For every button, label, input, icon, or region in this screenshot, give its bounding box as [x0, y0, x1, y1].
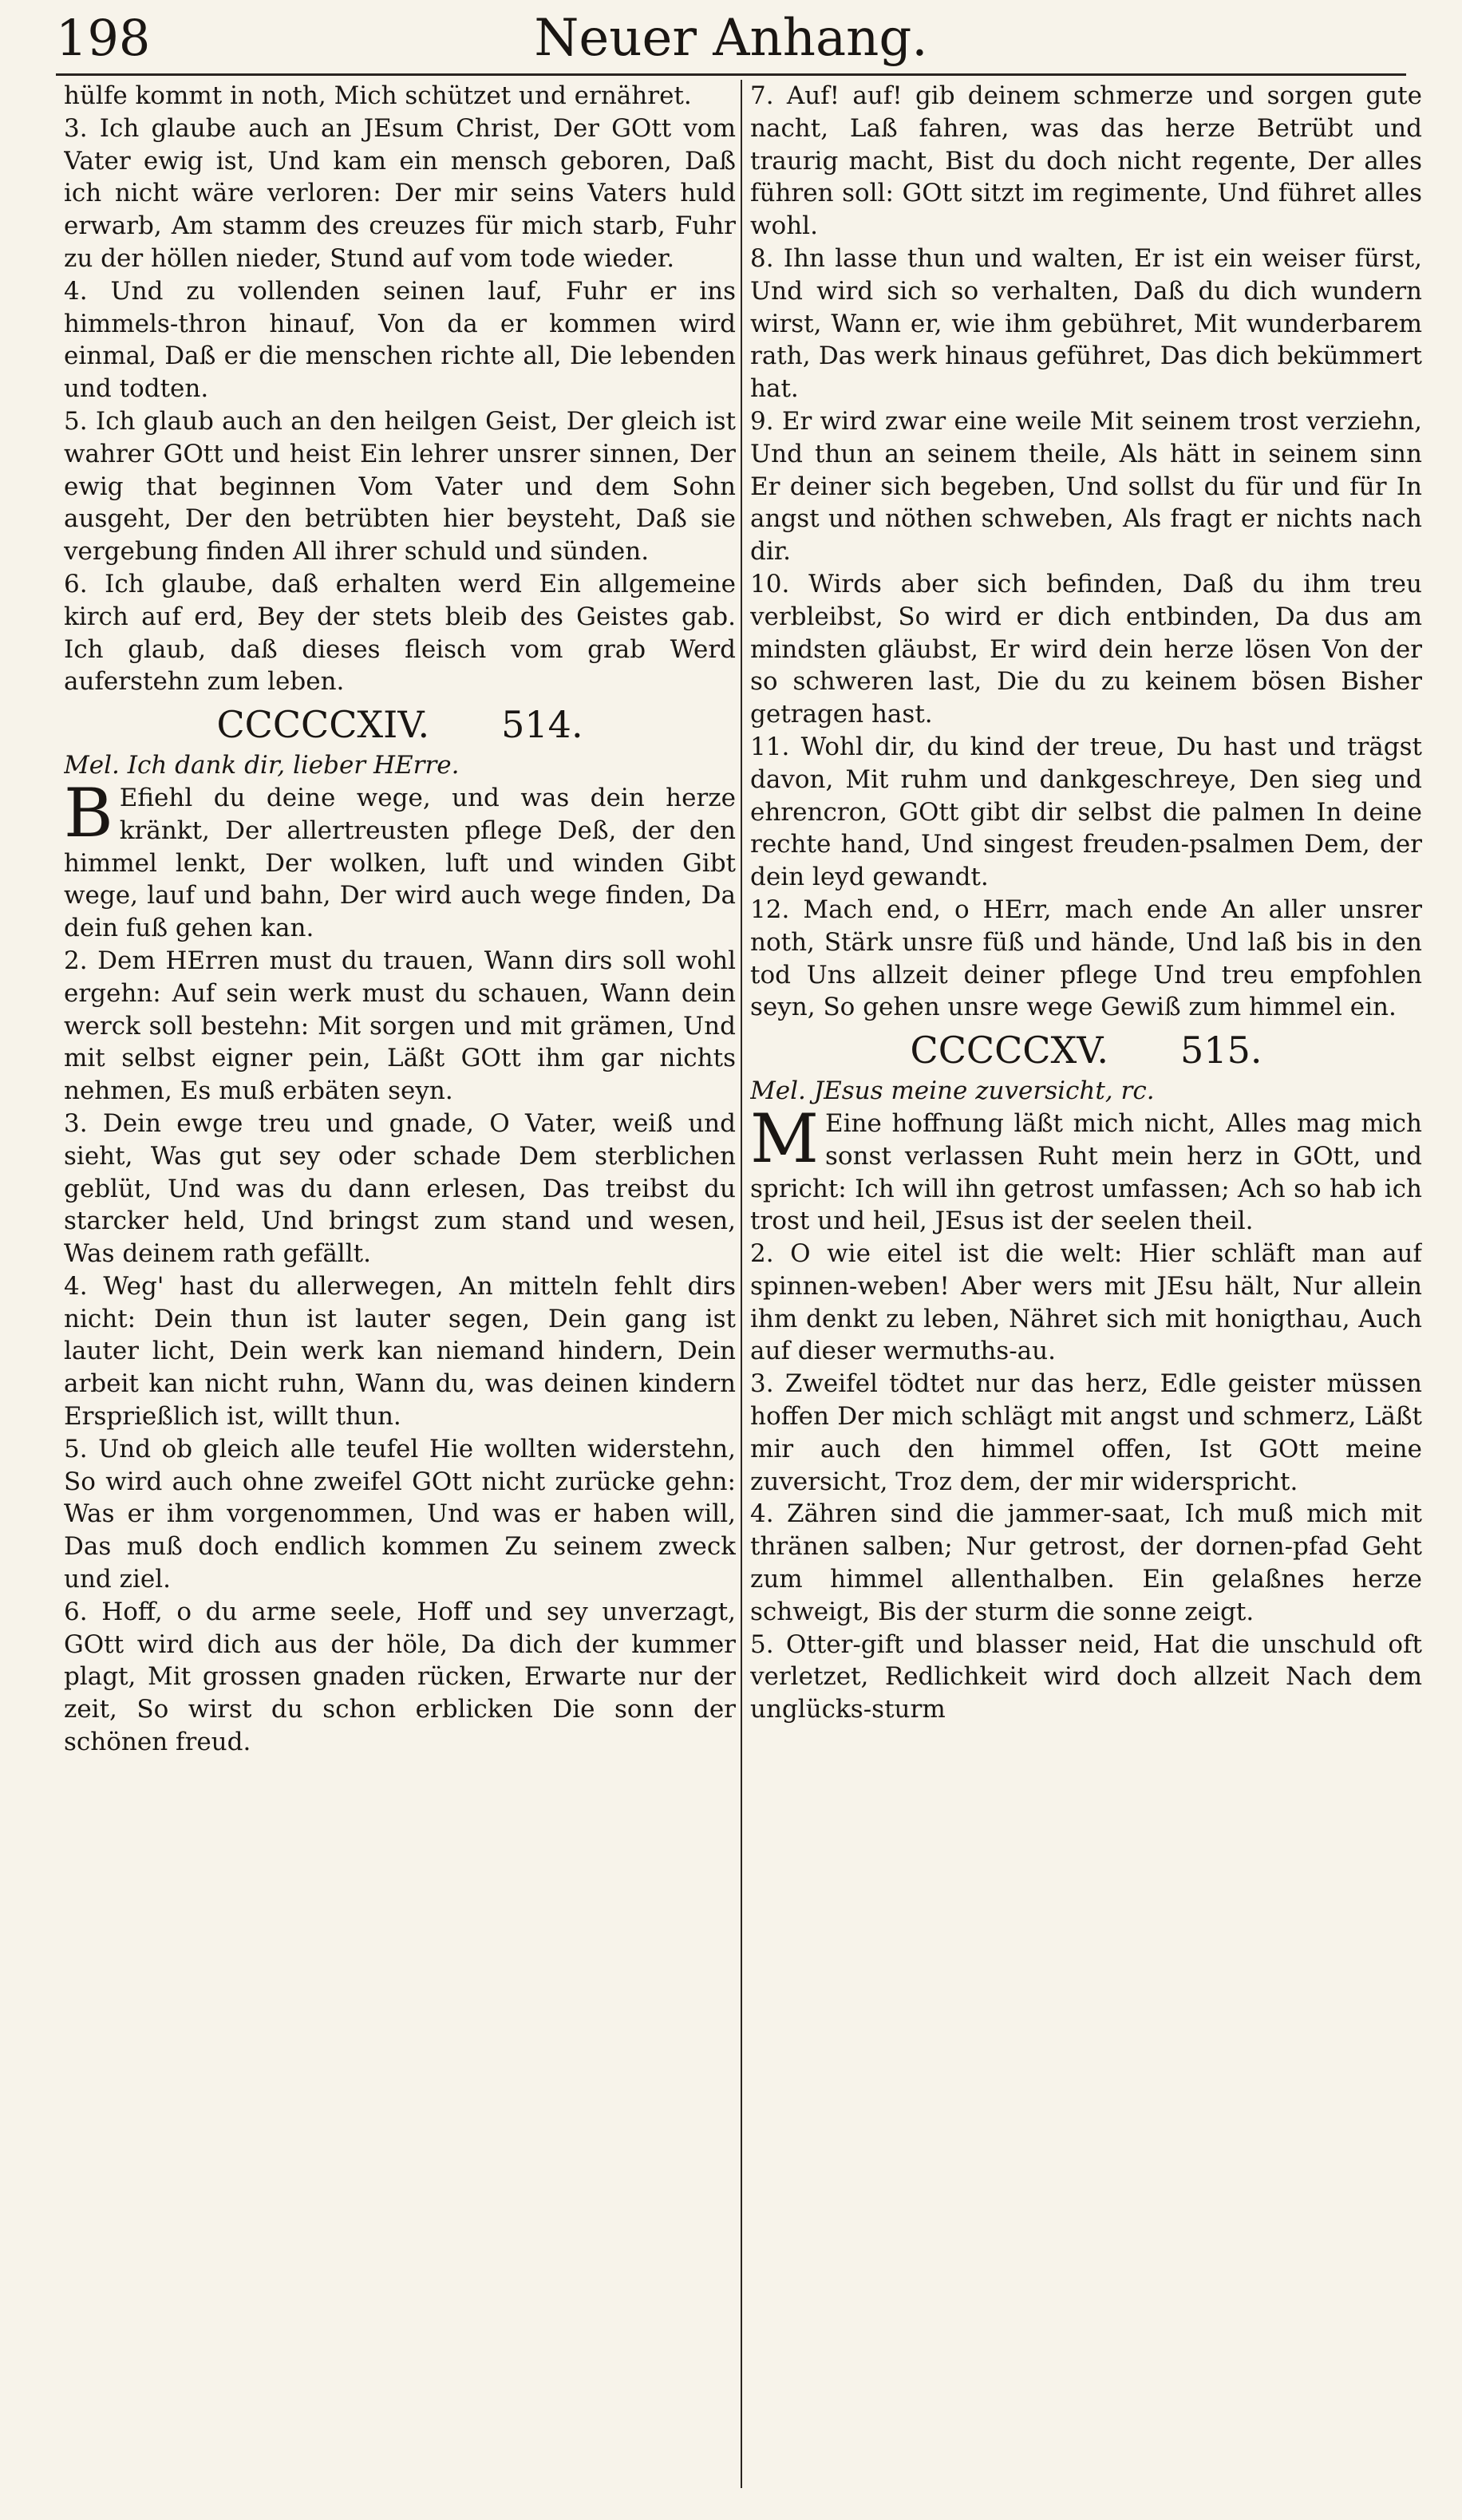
verse-text: Eine hoffnung läßt mich nicht, Alles mag mich sonst verlassen Ruht mein herz in GOtt, und spricht: Ich will ihn getrost umfassen; Ach so hab ich trost und heil, JEsus ist der seelen theil.: [750, 1108, 1422, 1236]
right-column: [750, 80, 1422, 2504]
hymn-number-roman: CCCCCXIV.: [216, 703, 430, 747]
hymn-heading-514: [64, 701, 736, 748]
verse: 3. Dein ewge treu und gnade, O Vater, weiß und sieht, Was gut sey oder schade Dem sterblichen geblüt, Und was du dann erlesen, Das treibst du starcker held, Und bringst zum stand und wesen, Was deinem rath gefällt.: [64, 1108, 736, 1269]
hymn-number-roman: CCCCCXV.: [910, 1029, 1109, 1072]
verse: 10. Wirds aber sich befinden, Daß du ihm treu verbleibst, So wird er dich entbinden, Da dus am mindsten gläubst, Er wird dein herze lösen Von der so schweren last, Die du zu keinem bösen Bisher getragen hast.: [750, 569, 1422, 729]
hymn-number: 514.: [501, 703, 583, 747]
verse: 12. Mach end, o HErr, mach ende An aller unsrer noth, Stärk unsre füß und hände, Und laß bis in den tod Uns allzeit deiner pflege Und treu empfohlen seyn, So gehen unsre wege Gewiß zum himmel ein.: [750, 895, 1422, 1022]
verse: 5. Und ob gleich alle teufel Hie wollten widerstehn, So wird auch ohne zweifel GOtt nicht zurücke gehn: Was er ihm vorgenommen, Und was er haben will, Das muß doch endlich kommen Zu seinem zweck und ziel.: [64, 1434, 736, 1594]
verse: 5. Ich glaub auch an den heilgen Geist, Der gleich ist wahrer GOtt und heist Ein lehrer unsrer sinnen, Der ewig that beginnen Vom Vater und dem Sohn ausgeht, Der den betrübten hier beysteht, Daß sie vergebung finden All ihrer schuld und sünden.: [64, 406, 736, 567]
verse: 7. Auf! auf! gib deinem schmerze und sorgen gute nacht, Laß fahren, was das herze Betrübt und traurig macht, Bist du doch nicht regente, Der alles führen soll: GOtt sitzt im regimente, Und führet alles wohl.: [750, 81, 1422, 241]
verse: 4. Weg' hast du allerwegen, An mitteln fehlt dirs nicht: Dein thun ist lauter segen, Dein gang ist lauter licht, Dein werk kan niemand hindern, Dein arbeit kan nicht ruhn, Wann du, was deinen kindern Ersprießlich ist, willt thun.: [64, 1271, 736, 1432]
column-divider: [741, 80, 742, 2488]
verse: [64, 773, 736, 945]
verse: 4. Und zu vollenden seinen lauf, Fuhr er ins himmels-thron hinauf, Von da er kommen wird einmal, Daß er die menschen richte all, Die lebenden und todten.: [64, 276, 736, 404]
verse: 5. Otter-gift und blasser neid, Hat die unschuld oft verletzet, Redlichkeit wird doch allzeit Nach dem unglücks-sturm: [750, 1629, 1422, 1724]
verse-text: Efiehl du deine wege, und was dein herze kränkt, Der allertreusten pflege Deß, der den himmel lenkt, Der wolken, luft und winden Gibt wege, lauf und bahn, Der wird auch wege finden, Da dein fuß gehen kan.: [64, 783, 736, 943]
header-rule: [56, 73, 1406, 76]
verse: 2. O wie eitel ist die welt: Hier schläft man auf spinnen-weben! Aber wers mit JEsu hält, Nur allein ihm denkt zu leben, Nähret sich mit honigthau, Auch auf dieser wermuths-au.: [750, 1239, 1422, 1366]
page-number: 198: [56, 9, 151, 67]
hymn-heading-515: [750, 1027, 1422, 1073]
running-title: Neuer Anhang.: [534, 9, 928, 68]
verse: 9. Er wird zwar eine weile Mit seinem trost verziehn, Und thun an seinem theile, Als hätt in seinem sinn Er deiner sich begeben, Und sollst du für und für In angst und nöthen schweben, Als fragt er nichts nach dir.: [750, 406, 1422, 567]
verse: 2. Dem HErren must du trauen, Wann dirs soll wohl ergehn: Auf sein werk must du schauen, Wann dein werck soll bestehn: Mit sorgen und mit grämen, Und mit selbst eigner pein, Läßt GOtt ihm gar nichts nehmen, Es muß erbäten seyn.: [64, 946, 736, 1106]
hymn-number: 515.: [1180, 1029, 1262, 1072]
verse: 6. Hoff, o du arme seele, Hoff und sey unverzagt, GOtt wird dich aus der höle, Da dich der kummer plagt, Mit grossen gnaden rücken, Erwarte nur der zeit, So wirst du schon erblicken Die sonn der schönen freud.: [64, 1597, 736, 1757]
verse: 6. Ich glaube, daß erhalten werd Ein allgemeine kirch auf erd, Bey der stets bleib des Geistes gab. Ich glaub, daß dieses fleisch vom grab Werd auferstehn zum leben.: [64, 569, 736, 697]
verse: [750, 1099, 1422, 1238]
verse: 4. Zähren sind die jammer-saat, Ich muß mich mit thränen salben; Nur getrost, der dornen-pfad Geht zum himmel allenthalben. Ein gelaßnes herze schweigt, Bis der sturm die sonne zeigt.: [750, 1499, 1422, 1626]
verse: 3. Zweifel tödtet nur das herz, Edle geister müssen hoffen Der mich schlägt mit angst und schmerz, Läßt mir auch den himmel offen, Ist GOtt meine zuversicht, Troz dem, der mir widerspricht.: [750, 1369, 1422, 1496]
verse: 8. Ihn lasse thun und walten, Er ist ein weiser fürst, Und wird sich so verhalten, Daß du dich wundern wirst, Wann er, wie ihm gebühret, Mit wunderbarem rath, Das werk hinaus geführet, Das dich bekümmert hat.: [750, 243, 1422, 404]
verse: hülfe kommt in noth, Mich schützet und ernähret.: [64, 81, 692, 110]
dropcap: B: [64, 773, 113, 852]
left-column: [64, 80, 736, 2504]
verse: 3. Ich glaube auch an JEsum Christ, Der GOtt vom Vater ewig ist, Und kam ein mensch geboren, Daß ich nicht wäre verloren: Der mir seins Vaters huld erwarb, Am stamm des creuzes für mich starb, Fuhr zu der höllen nieder, Stund auf vom tode wieder.: [64, 113, 736, 273]
verse: 11. Wohl dir, du kind der treue, Du hast und trägst davon, Mit ruhm und dankgeschreye, Den sieg und ehrencron, GOtt gibt dir selbst die palmen In deine rechte hand, Und singest freuden-psalmen Dem, der dein leyd gewandt.: [750, 732, 1422, 892]
hymn-melody: Mel. Ich dank dir, lieber HErre.: [64, 751, 460, 780]
dropcap: M: [750, 1099, 820, 1178]
hymn-melody: Mel. JEsus meine zuversicht, rc.: [750, 1076, 1155, 1106]
